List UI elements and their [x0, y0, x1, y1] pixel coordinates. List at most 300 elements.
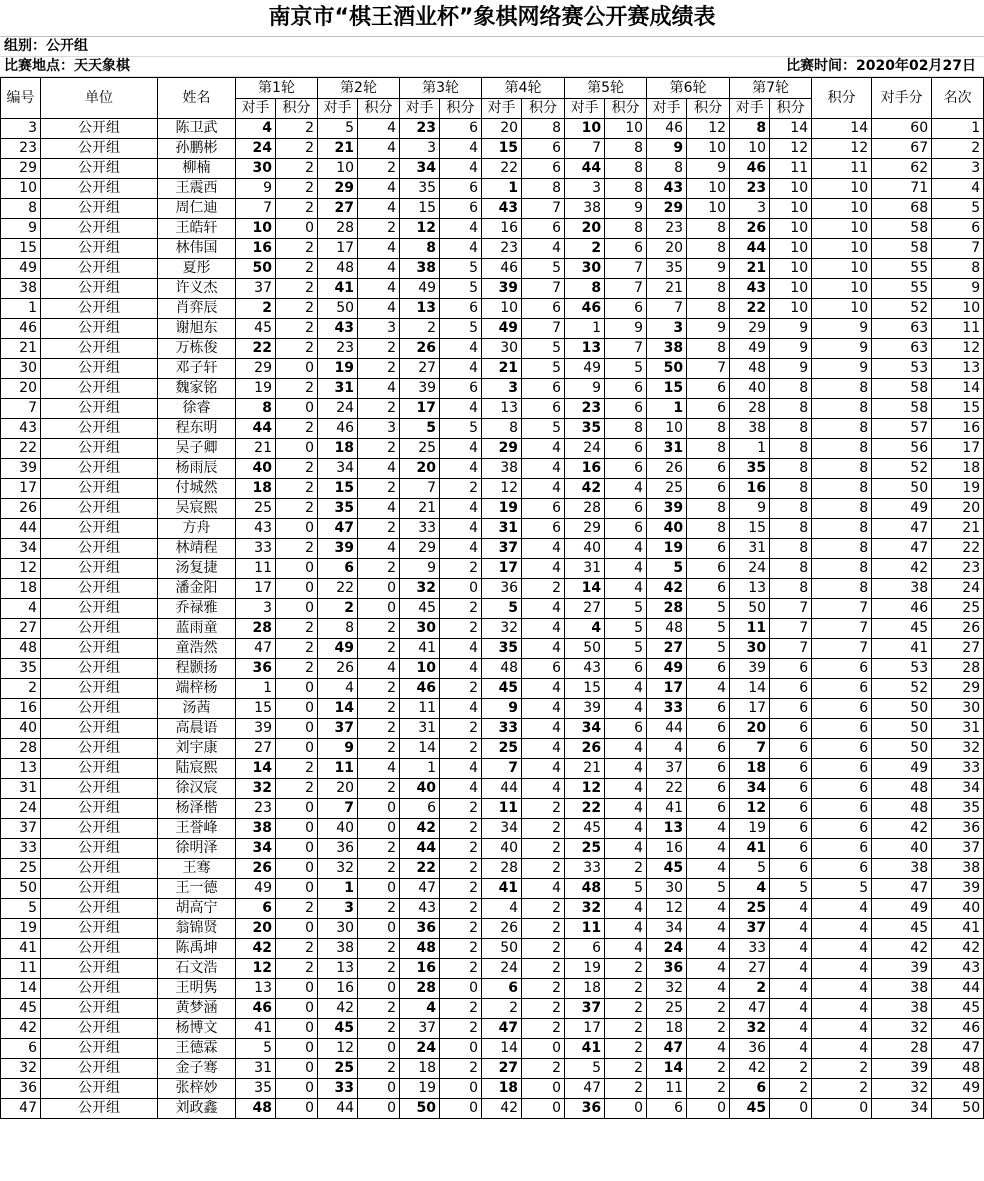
table-row [1, 719, 984, 739]
total-score: 6 [812, 799, 872, 819]
round-points: 2 [605, 1059, 647, 1079]
round-opponent: 18 [730, 759, 770, 779]
table-row [1, 639, 984, 659]
player-name: 杨泽楷 [158, 799, 236, 819]
round-opponent: 29 [482, 439, 522, 459]
table-row [1, 1019, 984, 1039]
opponent-score: 67 [872, 139, 932, 159]
header-round-6: 第6轮 [647, 78, 730, 99]
player-name: 汤复捷 [158, 559, 236, 579]
round-opponent: 17 [730, 699, 770, 719]
player-number: 2 [1, 679, 41, 699]
round-opponent: 47 [565, 1079, 605, 1099]
round-points: 4 [770, 999, 812, 1019]
player-name: 黄梦涵 [158, 999, 236, 1019]
table-row [1, 519, 984, 539]
round-points: 2 [605, 1079, 647, 1099]
round-opponent: 15 [730, 519, 770, 539]
round-points: 2 [358, 439, 400, 459]
player-unit: 公开组 [41, 639, 158, 659]
round-opponent: 11 [236, 559, 276, 579]
round-points: 8 [770, 419, 812, 439]
total-score: 6 [812, 699, 872, 719]
round-points: 5 [687, 619, 730, 639]
round-opponent: 7 [730, 739, 770, 759]
round-points: 2 [358, 839, 400, 859]
round-points: 2 [440, 559, 482, 579]
player-name: 王震西 [158, 179, 236, 199]
rank: 47 [932, 1039, 984, 1059]
player-name: 刘宇康 [158, 739, 236, 759]
round-points: 5 [440, 279, 482, 299]
round-points: 2 [358, 959, 400, 979]
round-opponent: 19 [565, 959, 605, 979]
round-opponent: 28 [482, 859, 522, 879]
round-opponent: 19 [318, 359, 358, 379]
table-row [1, 439, 984, 459]
subheader-opponent: 对手 [400, 99, 440, 119]
round-points: 14 [770, 119, 812, 139]
total-score: 10 [812, 259, 872, 279]
player-number: 36 [1, 1079, 41, 1099]
round-points: 2 [276, 759, 318, 779]
round-opponent: 14 [647, 1059, 687, 1079]
rank: 45 [932, 999, 984, 1019]
match-time: 比赛时间：2020年02月27日 [786, 58, 976, 74]
player-unit: 公开组 [41, 699, 158, 719]
round-points: 0 [276, 579, 318, 599]
round-points: 6 [605, 399, 647, 419]
round-points: 2 [605, 979, 647, 999]
round-opponent: 7 [647, 299, 687, 319]
total-score: 6 [812, 859, 872, 879]
round-opponent: 5 [565, 1059, 605, 1079]
round-points: 4 [687, 919, 730, 939]
round-points: 6 [687, 539, 730, 559]
round-points: 2 [358, 639, 400, 659]
total-score: 6 [812, 759, 872, 779]
table-row [1, 879, 984, 899]
round-opponent: 37 [482, 539, 522, 559]
opponent-score: 62 [872, 159, 932, 179]
round-opponent: 40 [400, 779, 440, 799]
round-points: 0 [276, 219, 318, 239]
round-points: 4 [358, 499, 400, 519]
round-opponent: 17 [647, 679, 687, 699]
round-points: 2 [358, 359, 400, 379]
header-round-4: 第4轮 [482, 78, 565, 99]
opponent-score: 50 [872, 479, 932, 499]
round-points: 2 [687, 1079, 730, 1099]
player-unit: 公开组 [41, 219, 158, 239]
round-points: 9 [687, 159, 730, 179]
player-name: 杨博文 [158, 1019, 236, 1039]
player-unit: 公开组 [41, 1019, 158, 1039]
round-opponent: 15 [565, 679, 605, 699]
round-points: 4 [687, 939, 730, 959]
round-points: 2 [358, 719, 400, 739]
round-points: 2 [522, 899, 565, 919]
opponent-score: 50 [872, 739, 932, 759]
round-points: 4 [687, 959, 730, 979]
rank: 23 [932, 559, 984, 579]
round-points: 4 [358, 279, 400, 299]
round-points: 7 [770, 619, 812, 639]
round-opponent: 24 [730, 559, 770, 579]
round-points: 2 [770, 1059, 812, 1079]
round-opponent: 33 [482, 719, 522, 739]
round-points: 2 [276, 319, 318, 339]
subheader-points: 积分 [440, 99, 482, 119]
round-opponent: 28 [565, 499, 605, 519]
round-opponent: 10 [565, 119, 605, 139]
rank: 34 [932, 779, 984, 799]
opponent-score: 47 [872, 539, 932, 559]
round-opponent: 11 [482, 799, 522, 819]
player-unit: 公开组 [41, 179, 158, 199]
round-points: 2 [276, 239, 318, 259]
player-unit: 公开组 [41, 1079, 158, 1099]
round-opponent: 38 [400, 259, 440, 279]
round-opponent: 3 [482, 379, 522, 399]
round-opponent: 35 [482, 639, 522, 659]
subheader-opponent: 对手 [730, 99, 770, 119]
round-points: 0 [440, 1099, 482, 1119]
round-points: 10 [770, 239, 812, 259]
round-opponent: 44 [730, 239, 770, 259]
player-name: 王德霖 [158, 1039, 236, 1059]
round-opponent: 38 [482, 459, 522, 479]
round-points: 0 [276, 439, 318, 459]
round-points: 4 [605, 819, 647, 839]
round-points: 4 [440, 399, 482, 419]
opponent-score: 63 [872, 319, 932, 339]
round-opponent: 48 [482, 659, 522, 679]
player-unit: 公开组 [41, 319, 158, 339]
player-number: 42 [1, 1019, 41, 1039]
round-points: 2 [276, 899, 318, 919]
round-points: 4 [605, 539, 647, 559]
round-points: 2 [440, 859, 482, 879]
round-points: 0 [358, 879, 400, 899]
player-unit: 公开组 [41, 359, 158, 379]
round-points: 2 [358, 1059, 400, 1079]
table-row [1, 939, 984, 959]
round-opponent: 20 [236, 919, 276, 939]
player-name: 王明隽 [158, 979, 236, 999]
round-opponent: 9 [318, 739, 358, 759]
round-opponent: 6 [482, 979, 522, 999]
round-points: 6 [522, 499, 565, 519]
total-score: 10 [812, 279, 872, 299]
round-opponent: 2 [482, 999, 522, 1019]
round-opponent: 32 [400, 579, 440, 599]
round-opponent: 42 [318, 999, 358, 1019]
round-points: 6 [687, 799, 730, 819]
round-opponent: 9 [482, 699, 522, 719]
round-opponent: 42 [482, 1099, 522, 1119]
round-opponent: 37 [647, 759, 687, 779]
header-round-5: 第5轮 [565, 78, 647, 99]
player-unit: 公开组 [41, 199, 158, 219]
round-opponent: 39 [730, 659, 770, 679]
round-points: 2 [605, 959, 647, 979]
round-points: 2 [276, 659, 318, 679]
round-points: 10 [687, 199, 730, 219]
round-points: 2 [276, 299, 318, 319]
round-opponent: 30 [482, 339, 522, 359]
round-opponent: 3 [236, 599, 276, 619]
round-opponent: 43 [565, 659, 605, 679]
round-points: 0 [276, 859, 318, 879]
round-opponent: 24 [647, 939, 687, 959]
table-row [1, 599, 984, 619]
round-opponent: 49 [318, 639, 358, 659]
player-unit: 公开组 [41, 899, 158, 919]
round-opponent: 31 [730, 539, 770, 559]
round-points: 4 [440, 639, 482, 659]
round-points: 4 [687, 899, 730, 919]
round-opponent: 34 [565, 719, 605, 739]
player-unit: 公开组 [41, 499, 158, 519]
table-row [1, 979, 984, 999]
round-points: 4 [687, 839, 730, 859]
round-opponent: 25 [236, 499, 276, 519]
player-name: 胡高宁 [158, 899, 236, 919]
round-opponent: 31 [318, 379, 358, 399]
round-points: 6 [770, 859, 812, 879]
player-unit: 公开组 [41, 479, 158, 499]
round-points: 4 [605, 759, 647, 779]
round-points: 4 [522, 779, 565, 799]
round-points: 11 [770, 159, 812, 179]
round-points: 4 [522, 599, 565, 619]
round-opponent: 41 [647, 799, 687, 819]
round-points: 4 [605, 679, 647, 699]
player-unit: 公开组 [41, 279, 158, 299]
round-points: 0 [276, 359, 318, 379]
round-opponent: 36 [482, 579, 522, 599]
player-name: 陆宸熙 [158, 759, 236, 779]
player-number: 31 [1, 779, 41, 799]
round-opponent: 13 [565, 339, 605, 359]
round-points: 2 [440, 739, 482, 759]
round-opponent: 9 [647, 139, 687, 159]
player-number: 9 [1, 219, 41, 239]
round-opponent: 20 [647, 239, 687, 259]
round-points: 4 [440, 659, 482, 679]
round-points: 4 [522, 619, 565, 639]
round-points: 6 [770, 679, 812, 699]
round-points: 4 [770, 899, 812, 919]
round-opponent: 11 [647, 1079, 687, 1099]
round-opponent: 26 [400, 339, 440, 359]
player-name: 徐睿 [158, 399, 236, 419]
round-points: 2 [605, 1039, 647, 1059]
round-points: 4 [440, 519, 482, 539]
round-opponent: 6 [318, 559, 358, 579]
player-number: 20 [1, 379, 41, 399]
round-points: 4 [358, 239, 400, 259]
round-points: 2 [358, 739, 400, 759]
player-name: 邓子轩 [158, 359, 236, 379]
round-points: 0 [687, 1099, 730, 1119]
table-row [1, 859, 984, 879]
player-name: 魏家铭 [158, 379, 236, 399]
round-opponent: 15 [400, 199, 440, 219]
round-points: 0 [358, 979, 400, 999]
round-points: 6 [605, 299, 647, 319]
round-points: 8 [605, 219, 647, 239]
round-opponent: 21 [730, 259, 770, 279]
round-opponent: 36 [318, 839, 358, 859]
round-opponent: 4 [400, 999, 440, 1019]
round-points: 6 [522, 519, 565, 539]
round-opponent: 38 [730, 419, 770, 439]
round-points: 8 [605, 159, 647, 179]
player-number: 43 [1, 419, 41, 439]
opponent-score: 32 [872, 1019, 932, 1039]
rank: 27 [932, 639, 984, 659]
round-points: 2 [687, 999, 730, 1019]
round-points: 2 [440, 959, 482, 979]
round-opponent: 18 [236, 479, 276, 499]
round-opponent: 9 [236, 179, 276, 199]
player-number: 1 [1, 299, 41, 319]
total-score: 8 [812, 559, 872, 579]
round-opponent: 20 [565, 219, 605, 239]
round-points: 0 [276, 699, 318, 719]
opponent-score: 41 [872, 639, 932, 659]
round-points: 8 [522, 179, 565, 199]
round-opponent: 28 [236, 619, 276, 639]
rank: 18 [932, 459, 984, 479]
round-opponent: 8 [236, 399, 276, 419]
round-points: 7 [605, 259, 647, 279]
round-opponent: 19 [400, 1079, 440, 1099]
round-opponent: 32 [318, 859, 358, 879]
round-points: 4 [687, 1039, 730, 1059]
round-points: 2 [276, 779, 318, 799]
round-points: 4 [440, 339, 482, 359]
table-row [1, 339, 984, 359]
round-points: 2 [440, 999, 482, 1019]
round-points: 2 [522, 839, 565, 859]
round-points: 2 [440, 919, 482, 939]
round-points: 9 [770, 319, 812, 339]
player-unit: 公开组 [41, 519, 158, 539]
round-opponent: 46 [236, 999, 276, 1019]
round-opponent: 45 [730, 1099, 770, 1119]
round-opponent: 21 [482, 359, 522, 379]
round-points: 6 [605, 459, 647, 479]
round-points: 2 [276, 279, 318, 299]
round-opponent: 35 [730, 459, 770, 479]
round-opponent: 38 [236, 819, 276, 839]
round-opponent: 18 [400, 1059, 440, 1079]
round-opponent: 23 [565, 399, 605, 419]
round-opponent: 45 [647, 859, 687, 879]
round-opponent: 12 [565, 779, 605, 799]
round-opponent: 43 [482, 199, 522, 219]
rank: 40 [932, 899, 984, 919]
round-points: 2 [440, 479, 482, 499]
round-opponent: 23 [236, 799, 276, 819]
round-points: 6 [687, 559, 730, 579]
subheader-points: 积分 [770, 99, 812, 119]
round-points: 6 [687, 379, 730, 399]
round-opponent: 25 [730, 899, 770, 919]
round-opponent: 17 [318, 239, 358, 259]
round-points: 5 [522, 419, 565, 439]
round-points: 2 [440, 719, 482, 739]
round-points: 8 [770, 559, 812, 579]
player-number: 18 [1, 579, 41, 599]
round-points: 4 [522, 699, 565, 719]
round-points: 4 [440, 139, 482, 159]
round-opponent: 32 [482, 619, 522, 639]
player-name: 童浩然 [158, 639, 236, 659]
round-opponent: 26 [730, 219, 770, 239]
round-opponent: 42 [400, 819, 440, 839]
total-score: 10 [812, 199, 872, 219]
round-opponent: 22 [236, 339, 276, 359]
round-points: 6 [605, 439, 647, 459]
player-name: 潘金阳 [158, 579, 236, 599]
subheader-points: 积分 [358, 99, 400, 119]
round-points: 6 [522, 219, 565, 239]
round-points: 0 [276, 719, 318, 739]
total-score: 6 [812, 839, 872, 859]
player-unit: 公开组 [41, 799, 158, 819]
player-name: 柳楠 [158, 159, 236, 179]
round-points: 10 [770, 199, 812, 219]
round-points: 8 [770, 479, 812, 499]
subheader-opponent: 对手 [482, 99, 522, 119]
player-number: 38 [1, 279, 41, 299]
round-opponent: 14 [565, 579, 605, 599]
round-points: 0 [276, 799, 318, 819]
round-points: 0 [276, 1039, 318, 1059]
round-points: 6 [770, 659, 812, 679]
round-opponent: 43 [318, 319, 358, 339]
round-points: 0 [522, 1099, 565, 1119]
round-points: 4 [522, 239, 565, 259]
round-opponent: 46 [400, 679, 440, 699]
round-opponent: 18 [565, 979, 605, 999]
opponent-score: 46 [872, 599, 932, 619]
round-opponent: 34 [400, 159, 440, 179]
round-points: 6 [687, 779, 730, 799]
rank: 41 [932, 919, 984, 939]
round-opponent: 43 [236, 519, 276, 539]
round-opponent: 5 [318, 119, 358, 139]
round-points: 8 [687, 519, 730, 539]
round-points: 2 [358, 1019, 400, 1039]
opponent-score: 47 [872, 519, 932, 539]
opponent-score: 39 [872, 1059, 932, 1079]
round-opponent: 35 [647, 259, 687, 279]
player-number: 8 [1, 199, 41, 219]
round-opponent: 25 [318, 1059, 358, 1079]
round-points: 4 [522, 879, 565, 899]
player-number: 26 [1, 499, 41, 519]
player-unit: 公开组 [41, 1099, 158, 1119]
table-row [1, 359, 984, 379]
round-points: 6 [440, 119, 482, 139]
player-number: 29 [1, 159, 41, 179]
opponent-score: 42 [872, 559, 932, 579]
